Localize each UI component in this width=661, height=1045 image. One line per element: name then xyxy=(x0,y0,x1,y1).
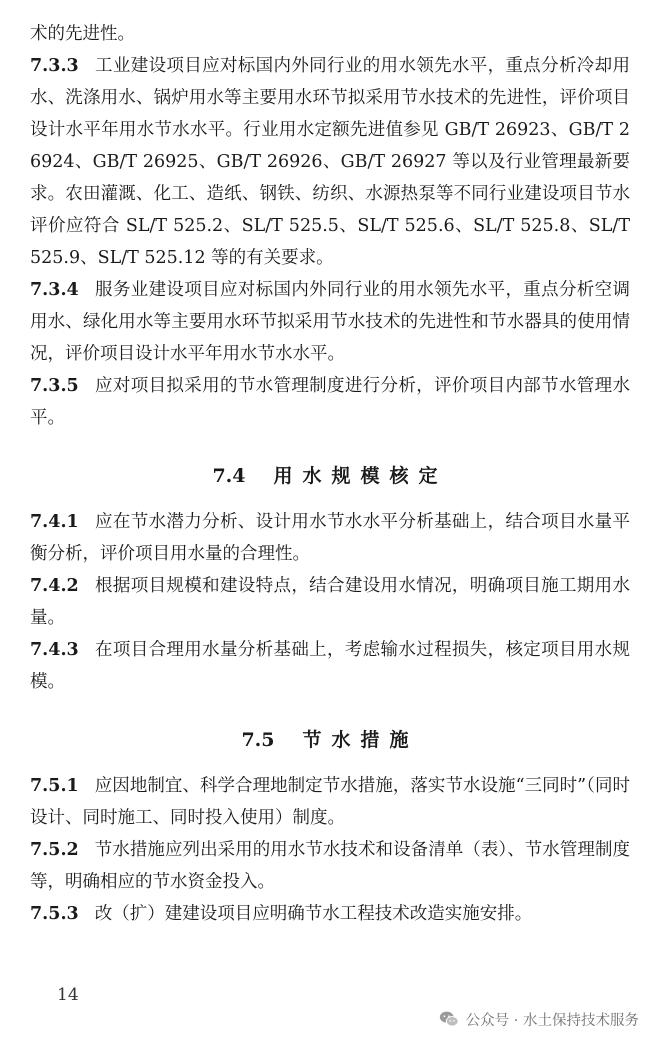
clause-7-5-2: 7.5.2 节水措施应列出采用的用水节水技术和设备清单（表）、节水管理制度等，明确相应的节水资金投入。 xyxy=(30,840,630,892)
clause-7-5-1: 7.5.1 应因地制宜、科学合理地制定节水措施，落实节水设施“三同时”（同时设计、同时施工、同时投入使用）制度。 xyxy=(30,776,630,828)
page-number: 14 xyxy=(57,985,79,1005)
clause-7-5-3: 7.5.3 改（扩）建建设项目应明确节水工程技术改造实施安排。 xyxy=(30,904,533,924)
clause-7-4-1: 7.4.1 应在节水潜力分析、设计用水节水水平分析基础上，结合项目水量平衡分析，评价项目用水量的合理性。 xyxy=(30,512,630,564)
intro-tail: 术的先进性。 xyxy=(30,24,135,44)
clause-7-3-4: 7.3.4 服务业建设项目应对标国内外同行业的用水领先水平，重点分析空调用水、绿化用水等主要用水环节拟采用节水技术的先进性和节水器具的使用情况，评价项目设计水平年用水节水水平。 xyxy=(30,280,630,364)
wechat-watermark xyxy=(438,1008,639,1030)
section-7-5-heading: 7.5 节水措施 xyxy=(241,729,419,751)
wechat-icon xyxy=(438,1008,460,1030)
clause-7-3-3: 7.3.3 工业建设项目应对标国内外同行业的用水领先水平，重点分析冷却用水、洗涤用水、锅炉用水等主要用水环节拟采用节水技术的先进性，评价项目设计水平年用水节水水平。行业用水定额先进值参见 GB/T 26923、GB/T 26924、GB/T 26925、GB/T 26926、GB/T 26927 等以及行业管理最新要求。农田灌溉、化工、造纸、钢铁、纺织、水源热泵等不同行业建设项目节水评价应符合 SL/T 525.2、SL/T 525.5、SL/T 525.6、SL/T 525.8、SL/T 525.9、SL/T 525.12 等的有关要求。 xyxy=(30,56,630,268)
section-7-4-heading: 7.4 用水规模核定 xyxy=(212,465,448,487)
watermark-text: 公众号 · 水土保持技术服务 xyxy=(465,1012,639,1029)
clause-7-4-2: 7.4.2 根据项目规模和建设特点，结合建设用水情况，明确项目施工期用水量。 xyxy=(30,576,630,628)
document-page xyxy=(30,0,630,930)
clause-7-3-5: 7.3.5 应对项目拟采用的节水管理制度进行分析，评价项目内部节水管理水平。 xyxy=(30,376,630,428)
clause-7-4-3: 7.4.3 在项目合理用水量分析基础上，考虑输水过程损失，核定项目用水规模。 xyxy=(30,640,630,692)
